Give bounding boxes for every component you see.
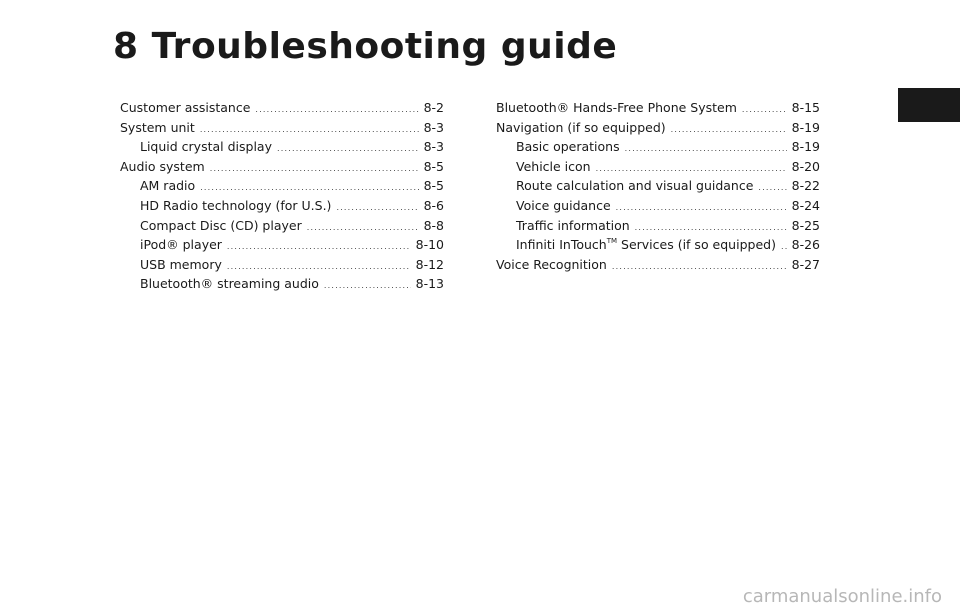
toc-entry-label: Bluetooth® streaming audio bbox=[140, 276, 319, 292]
toc-entry[interactable] bbox=[120, 118, 444, 138]
toc-subentry[interactable] bbox=[120, 196, 444, 216]
toc-subentry[interactable] bbox=[496, 196, 820, 216]
toc-page-number: 8-6 bbox=[423, 197, 444, 213]
toc-entry[interactable] bbox=[496, 255, 820, 275]
toc-entry-label: Voice Recognition bbox=[496, 256, 607, 272]
toc-entry[interactable] bbox=[120, 157, 444, 177]
toc-leader-dots bbox=[671, 120, 787, 140]
watermark-text: carmanualsonline.info bbox=[742, 586, 942, 607]
toc-column-left bbox=[120, 98, 444, 294]
toc-subentry[interactable] bbox=[496, 157, 820, 177]
toc-entry[interactable] bbox=[120, 98, 444, 118]
toc-leader-dots bbox=[324, 276, 411, 296]
toc-subentry[interactable] bbox=[120, 255, 444, 275]
toc-page-number: 8-19 bbox=[791, 119, 820, 135]
toc-leader-dots bbox=[781, 237, 787, 257]
toc-page-number: 8-5 bbox=[423, 158, 444, 174]
toc-subentry[interactable] bbox=[120, 235, 444, 255]
toc-page-number: 8-8 bbox=[423, 217, 444, 233]
toc-page-number: 8-3 bbox=[423, 139, 444, 155]
toc-subentry[interactable] bbox=[496, 176, 820, 196]
toc-entry-label: Basic operations bbox=[516, 139, 620, 155]
toc-page-number: 8-5 bbox=[423, 178, 444, 194]
toc-page-number: 8-26 bbox=[791, 237, 820, 253]
toc-page-number: 8-22 bbox=[791, 178, 820, 194]
toc-entry-label-text: Services (if so equipped) bbox=[617, 237, 776, 253]
toc-page-number: 8-13 bbox=[415, 276, 444, 292]
toc-leader-dots bbox=[277, 139, 419, 159]
toc-entry[interactable] bbox=[496, 118, 820, 138]
toc-entry-label: Liquid crystal display bbox=[140, 139, 272, 155]
toc-page-number: 8-27 bbox=[791, 256, 820, 272]
toc-subentry[interactable] bbox=[120, 274, 444, 294]
toc-page-number: 8-24 bbox=[791, 197, 820, 213]
toc-entry-label-text: Infiniti InTouch bbox=[516, 237, 607, 253]
toc-subentry[interactable] bbox=[120, 216, 444, 236]
toc-page-number: 8-25 bbox=[791, 217, 820, 233]
toc-subentry[interactable] bbox=[496, 235, 820, 255]
toc-leader-dots bbox=[625, 139, 787, 159]
toc-entry-label bbox=[516, 235, 776, 255]
toc-page-number: 8-20 bbox=[791, 158, 820, 174]
toc-entry-label: Audio system bbox=[120, 158, 205, 174]
toc-subentry[interactable] bbox=[120, 137, 444, 157]
toc-leader-dots bbox=[210, 159, 419, 179]
toc-leader-dots bbox=[227, 237, 411, 257]
toc-page-number: 8-12 bbox=[415, 256, 444, 272]
toc-page-number: 8-15 bbox=[791, 100, 820, 115]
toc-leader-dots bbox=[612, 257, 787, 277]
toc-entry-label: Bluetooth® Hands-Free Phone System bbox=[496, 100, 737, 115]
toc-leader-dots bbox=[758, 178, 786, 198]
toc-subentry[interactable] bbox=[120, 176, 444, 196]
toc-entry-label: iPod® player bbox=[140, 237, 222, 253]
toc-entry-label: Navigation (if so equipped) bbox=[496, 119, 666, 135]
toc-entry-label: HD Radio technology (for U.S.) bbox=[140, 197, 332, 213]
toc-entry-label: Customer assistance bbox=[120, 100, 251, 115]
toc-entry-label: System unit bbox=[120, 119, 195, 135]
toc-subentry[interactable] bbox=[496, 137, 820, 157]
toc-entry-label: USB memory bbox=[140, 256, 222, 272]
toc-leader-dots bbox=[336, 198, 418, 218]
toc-page-number: 8-2 bbox=[423, 100, 444, 115]
toc-leader-dots bbox=[616, 198, 787, 218]
toc-entry-label: Traffic information bbox=[516, 217, 630, 233]
toc-page-number: 8-10 bbox=[415, 237, 444, 253]
toc-page-number: 8-19 bbox=[791, 139, 820, 155]
toc-entry[interactable] bbox=[496, 98, 820, 118]
toc-entry-label: Voice guidance bbox=[516, 197, 611, 213]
toc-entry-label: Vehicle icon bbox=[516, 158, 591, 174]
toc-entry-label: Route calculation and visual guidance bbox=[516, 178, 754, 194]
toc-column-right bbox=[496, 98, 820, 274]
toc-subentry[interactable] bbox=[496, 216, 820, 236]
toc-leader-dots bbox=[255, 100, 418, 120]
toc-entry-label: AM radio bbox=[140, 178, 196, 194]
toc-leader-dots bbox=[307, 218, 419, 238]
chapter-title: 8 Troubleshooting guide bbox=[113, 26, 618, 67]
toc-page-number: 8-3 bbox=[423, 119, 444, 135]
chapter-tab-marker bbox=[898, 88, 960, 122]
toc-leader-dots bbox=[742, 100, 787, 120]
trademark-superscript: TM bbox=[606, 237, 618, 246]
toc-entry-label: Compact Disc (CD) player bbox=[140, 217, 302, 233]
